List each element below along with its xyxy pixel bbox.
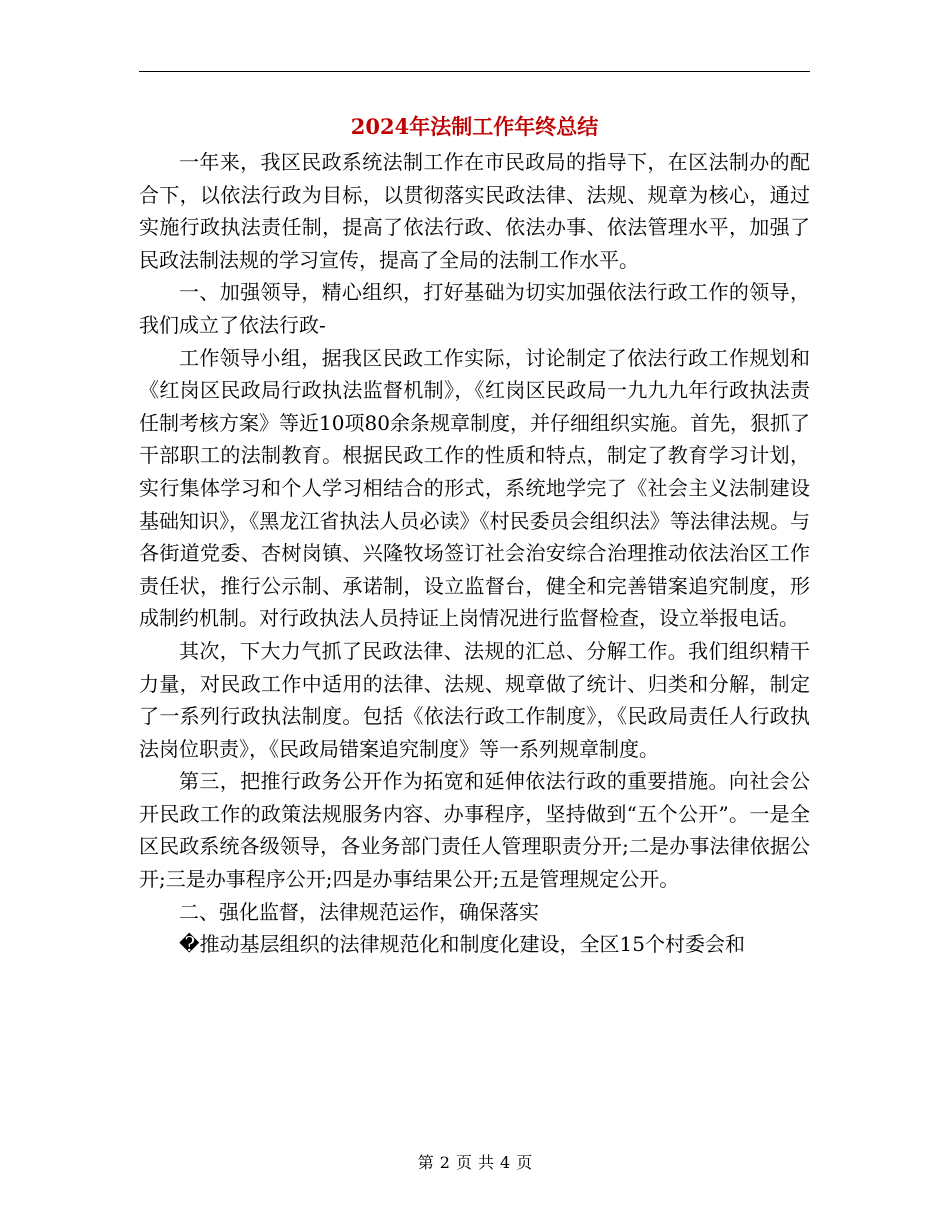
- footer-suffix: 页: [516, 1153, 533, 1172]
- document-title: 2024年法制工作年终总结: [350, 114, 599, 139]
- paragraph-intro: 一年来，我区民政系统法制工作在市民政局的指导下，在区法制办的配合下，以依法行政为目标，以贯彻落实民政法律、法规、规章为核心，通过实施行政执法责任制，提高了依法行政、依法办事、依法管理水平，加强了民政法制法规的学习宣传，提高了全局的法制工作水平。: [139, 150, 810, 272]
- page-number-footer: [0, 1152, 950, 1174]
- paragraph-leadership-group: 工作领导小组，据我区民政工作实际，讨论制定了依法行政工作规划和《红岗区民政局行政执法监督机制》，《红岗区民政局一九九九年行政执法责任制考核方案》等近10项80余条规章制度，并仔细组织实施。首先，狠抓了干部职工的法制教育。根据民政工作的性质和特点，制定了教育学习计划，实行集体学习和个人学习相结合的形式，系统地学完了《社会主义法制建设基础知识》，《黑龙江省执法人员必读》《村民委员会组织法》等法律法规。与各街道党委、杏树岗镇、兴隆牧场签订社会治安综合治理推动依法治区工作责任状，推行公示制、承诺制，设立监督台，健全和完善错案追究制度，形成制约机制。对行政执法人员持证上岗情况进行监督检查，设立举报电话。: [139, 345, 810, 631]
- footer-total-prefix: 共: [478, 1153, 495, 1172]
- document-body: [139, 146, 810, 961]
- footer-current-page: 2: [439, 1153, 450, 1172]
- paragraph-section-two-heading: 二、强化监督，法律规范运作，确保落实: [179, 899, 539, 924]
- footer-prefix: 第: [417, 1153, 434, 1172]
- paragraph-grassroots: �推动基层组织的法律规范化和制度化建设，全区15个村委会和: [179, 932, 745, 957]
- header-rule: [139, 71, 810, 72]
- paragraph-third-measure: 第三，把推行政务公开作为拓宽和延伸依法行政的重要措施。向社会公开民政工作的政策法规服务内容、办事程序，坚持做到“五个公开”。一是全区民政系统各级领导，各业务部门责任人管理职责分开;二是办事法律依据公开;三是办事程序公开;四是办事结果公开;五是管理规定公开。: [139, 769, 810, 892]
- paragraph-section-one-heading: 一、加强领导，精心组织，打好基础为切实加强依法行政工作的领导，我们成立了依法行政-: [139, 280, 810, 337]
- footer-mid: 页: [455, 1153, 472, 1172]
- footer-total-pages: 4: [500, 1153, 511, 1172]
- paragraph-second-measure: 其次，下大力气抓了民政法律、法规的汇总、分解工作。我们组织精干力量，对民政工作中适用的法律、法规、规章做了统计、归类和分解，制定了一系列行政执法制度。包括《依法行政工作制度》，《民政局责任人行政执法岗位职责》，《民政局错案追究制度》等一系列规章制度。: [139, 638, 810, 761]
